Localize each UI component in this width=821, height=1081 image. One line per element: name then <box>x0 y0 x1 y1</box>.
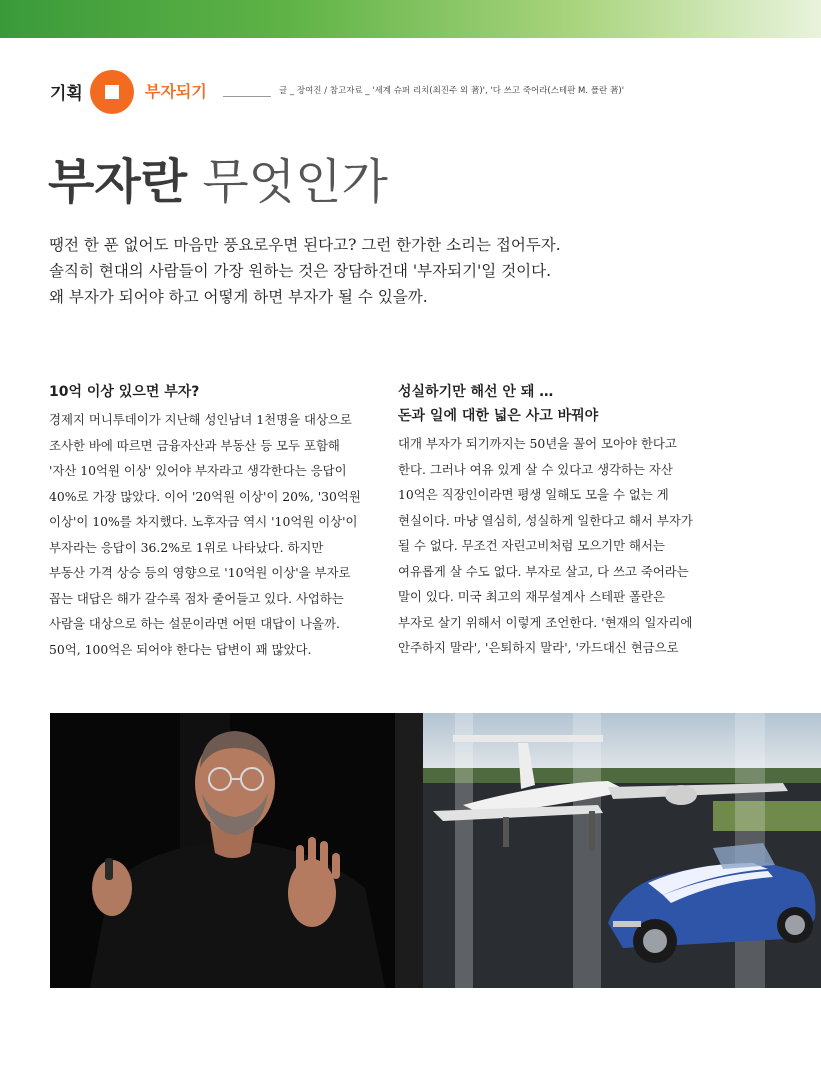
photo-speaker <box>50 713 423 988</box>
text-line: 부동산 가격 상승 등의 영향으로 '10억원 이상'을 부자로 <box>49 565 351 580</box>
text-line: '자산 10억원 이상' 있어야 부자라고 생각한다는 응답이 <box>49 463 347 478</box>
lead-paragraph <box>49 232 769 310</box>
left-column-heading: 10억 이상 있으면 부자? <box>49 384 200 400</box>
section-header <box>50 70 770 110</box>
text-line: 조사한 바에 따르면 금융자산과 부동산 등 모두 포함해 <box>49 437 340 453</box>
text-line: 10억은 직장인이라면 평생 일해도 모을 수 없는 게 <box>398 487 669 502</box>
text-line: 여유롭게 살 수도 없다. 부자로 살고, 다 쓰고 죽어라는 <box>398 563 689 579</box>
photo-jet-and-car <box>423 713 821 988</box>
text-line: 될 수 없다. 무조건 자린고비처럼 모으기만 해서는 <box>398 538 665 553</box>
text-line: 현실이다. 마냥 열심히, 성실하게 일한다고 해서 부자가 <box>398 512 693 528</box>
lead-line: 왜 부자가 되어야 하고 어떻게 하면 부자가 될 수 있을까. <box>49 288 428 306</box>
text-line: 말이 있다. 미국 최고의 재무설계사 스테판 폴란은 <box>398 589 665 604</box>
text-line: 안주하지 말라', '은퇴하지 말라', '카드대신 현금으로 <box>398 640 679 655</box>
text-line: 50억, 100억은 되어야 한다는 답변이 꽤 많았다. <box>49 641 312 657</box>
top-color-bar <box>0 0 821 38</box>
section-circle-icon <box>90 70 134 114</box>
right-column-heading <box>398 380 738 428</box>
text-line: 부자로 살기 위해서 이렇게 조언한다. '현재의 일자리에 <box>398 614 693 630</box>
left-column <box>49 380 389 662</box>
text-line: 한다. 그러나 여유 있게 살 수 있다고 생각하는 자산 <box>398 461 673 477</box>
header-rule <box>223 96 271 97</box>
jet-and-car-illustration <box>423 713 821 988</box>
text-line: 사람을 대상으로 하는 설문이라면 어떤 대답이 나올까. <box>49 616 340 631</box>
lead-line: 솔직히 현대의 사람들이 가장 원하는 것은 장담하건대 '부자되기'일 것이다. <box>49 262 552 280</box>
section-label: 기획 <box>50 84 83 104</box>
title-strong: 부자란 <box>48 154 188 210</box>
right-heading-line2: 돈과 일에 대한 넓은 사고 바꿔야 <box>398 408 599 424</box>
speaker-illustration <box>50 713 423 988</box>
title-light: 무엇인가 <box>202 154 388 210</box>
text-line: 대개 부자가 되기까지는 50년을 꼴어 모아야 한다고 <box>398 436 677 451</box>
lead-line: 땡전 한 푼 없어도 마음만 풍요로우면 된다고? 그런 한가한 소리는 접어두자. <box>49 236 561 254</box>
left-column-text <box>49 407 389 662</box>
article-credits: 글 _ 장여진 / 참고자료 _ '세계 슈퍼 리치(최진주 외 著)', '다 쓰고 죽어라(스테판 M. 폴란 著)' <box>279 86 625 96</box>
text-line: 꼽는 대답은 해가 갈수록 점차 줄어들고 있다. 사업하는 <box>49 590 344 606</box>
right-column-text <box>398 431 738 661</box>
section-title: 부자되기 <box>145 82 207 101</box>
right-heading-line1: 성실하기만 해선 안 돼 … <box>398 384 554 400</box>
right-column <box>398 380 738 661</box>
text-line: 이상'이 10%를 차지했다. 노후자금 역시 '10억원 이상'이 <box>49 514 358 529</box>
square-icon <box>105 85 119 99</box>
text-line: 40%로 가장 많았다. 이어 '20억원 이상'이 20%, '30억원 <box>49 488 361 504</box>
page-title <box>48 152 388 212</box>
text-line: 경제지 머니투데이가 지난해 성인남녀 1천명을 대상으로 <box>49 412 352 427</box>
text-line: 부자라는 응답이 36.2%로 1위로 나타났다. 하지만 <box>49 539 324 555</box>
